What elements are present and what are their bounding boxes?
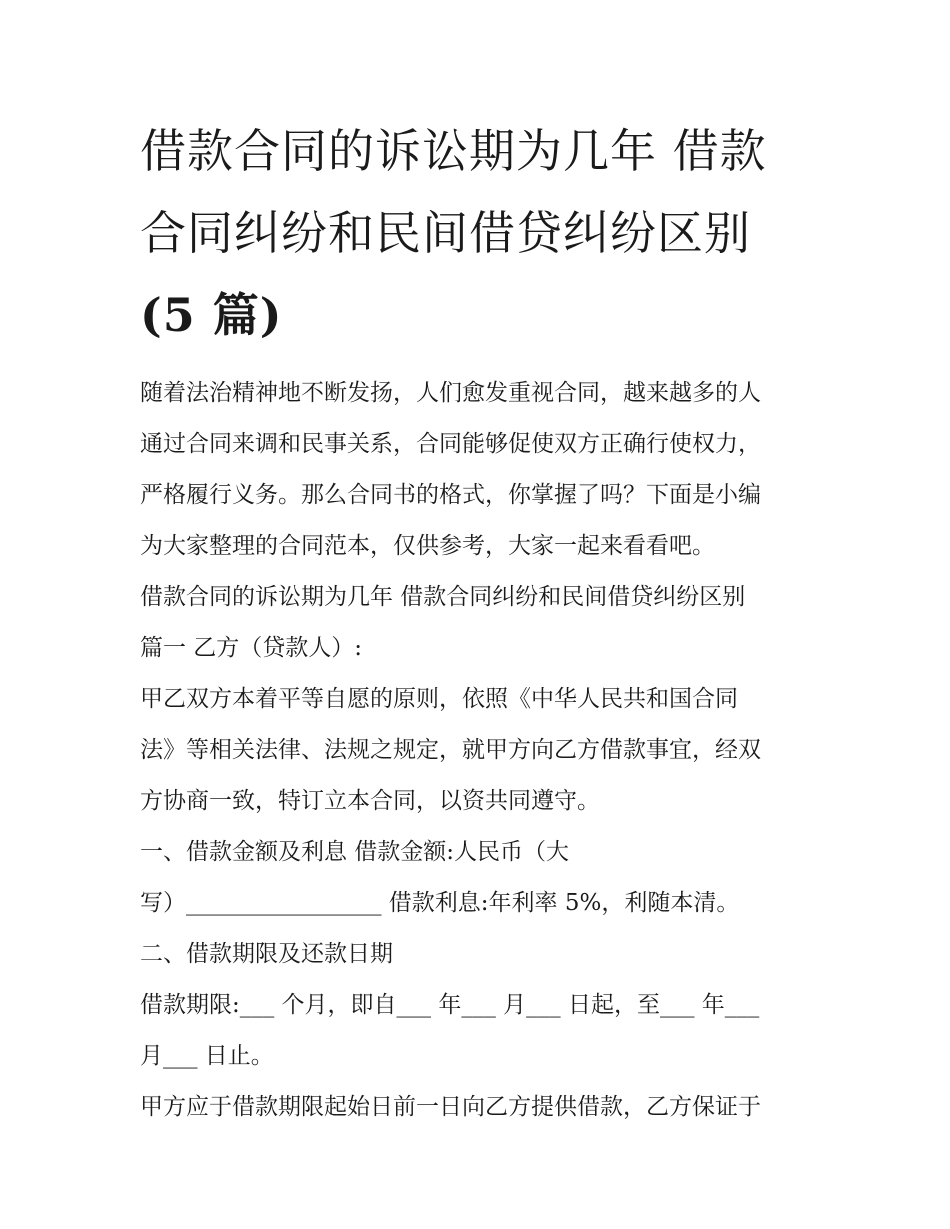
document-body bbox=[140, 368, 820, 1133]
text-line: 甲方应于借款期限起始日前一日向乙方提供借款，乙方保证于 bbox=[140, 1094, 761, 1120]
text-line: 一、借款金额及利息 借款金额:人民币（大 bbox=[140, 839, 570, 865]
title-count: (5 篇) bbox=[140, 288, 283, 342]
title-line-1: 借款合同的诉讼期为几年 借款 bbox=[140, 124, 767, 178]
text-line: 写）_________________ 借款利息:年利率 5%，利随本清。 bbox=[140, 890, 740, 916]
text-line: 法》等相关法律、法规之规定，就甲方向乙方借款事宜，经双 bbox=[140, 737, 761, 763]
text-line: 方协商一致，特订立本合同，以资共同遵守。 bbox=[140, 788, 600, 814]
document-title bbox=[140, 110, 820, 356]
text-line: 随着法治精神地不断发扬，人们愈发重视合同，越来越多的人 bbox=[140, 380, 761, 406]
document-page bbox=[140, 110, 820, 1133]
text-line: 借款期限:___ 个月，即自___ 年___ 月___ 日起，至___ 年___ bbox=[140, 992, 760, 1018]
text-line: 甲乙双方本着平等自愿的原则，依照《中华人民共和国合同 bbox=[140, 686, 738, 712]
text-line: 借款合同的诉讼期为几年 借款合同纠纷和民间借贷纠纷区别 bbox=[140, 584, 746, 610]
title-line-2: 合同纠纷和民间借贷纠纷区别 bbox=[140, 206, 751, 260]
text-line: 严格履行义务。那么合同书的格式，你掌握了吗？下面是小编 bbox=[140, 482, 761, 508]
text-line: 通过合同来调和民事关系，合同能够促使双方正确行使权力， bbox=[140, 431, 761, 457]
text-line: 篇一 乙方（贷款人）: bbox=[140, 635, 363, 661]
text-line: 二、借款期限及还款日期 bbox=[140, 941, 393, 967]
text-line: 为大家整理的合同范本，仅供参考，大家一起来看看吧。 bbox=[140, 533, 715, 559]
text-line: 月___ 日止。 bbox=[140, 1043, 274, 1069]
